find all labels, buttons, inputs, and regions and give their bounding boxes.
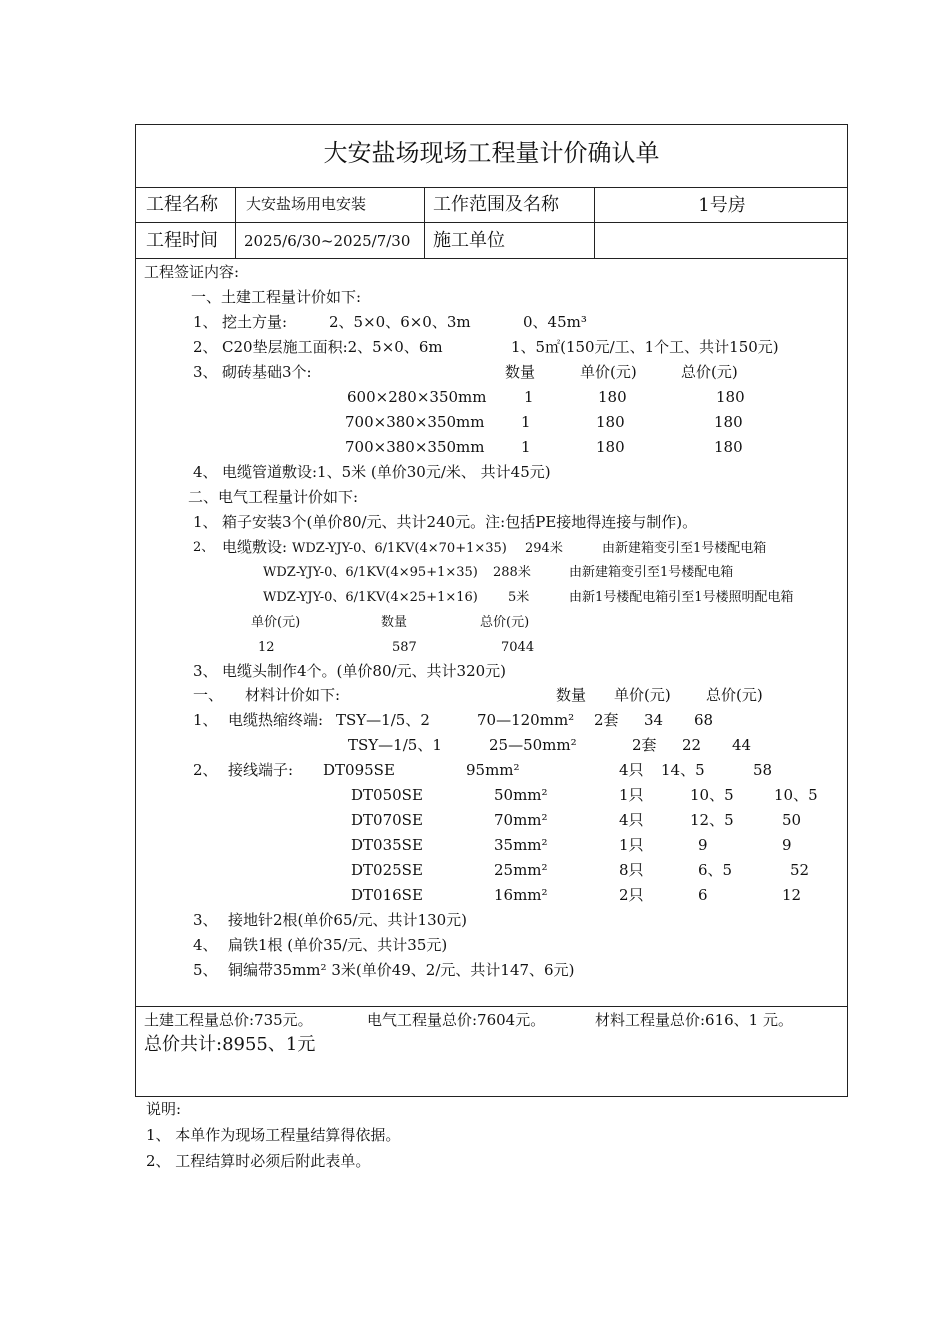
civil-total: 土建工程量总价:735元。 xyxy=(144,1011,313,1029)
materials-item3-text: 接地针2根(单价65/元、共计130元) xyxy=(228,911,468,929)
brick-spec: 700×380×350mm xyxy=(345,438,485,456)
column-header: 数量 xyxy=(505,363,536,381)
materials-total: 材料工程量总价:616、1 元。 xyxy=(595,1011,793,1029)
lug-total: 58 xyxy=(753,761,773,779)
brick-total: 180 xyxy=(714,413,743,431)
civil-item-num: 4、 xyxy=(193,463,218,481)
lug-size: 50mm² xyxy=(494,786,548,804)
terminal-size: 70—120mm² xyxy=(477,711,575,729)
project-name-value: 大安盐场用电安装 xyxy=(246,195,367,213)
lug-label: 接线端子: xyxy=(228,761,294,779)
lug-total: 52 xyxy=(790,861,810,879)
column-header: 单价(元) xyxy=(251,615,301,630)
terminal-total: 68 xyxy=(694,711,714,729)
brick-total: 180 xyxy=(714,438,743,456)
lug-total: 12 xyxy=(782,886,802,904)
lug-model: DT025SE xyxy=(351,861,423,879)
materials-item-num: 1、 xyxy=(193,711,218,729)
contractor-label: 施工单位 xyxy=(433,230,505,251)
materials-heading-num: 一、 xyxy=(193,686,224,704)
brick-qty: 1 xyxy=(521,438,531,456)
materials-item5-text: 铜编带35mm² 3米(单价49、2/元、共计147、6元) xyxy=(228,961,575,979)
materials-heading: 材料计价如下: xyxy=(245,686,341,704)
terminal-qty: 2套 xyxy=(632,736,657,754)
col-divider xyxy=(424,187,425,258)
scope-label: 工作范围及名称 xyxy=(433,194,559,215)
lug-qty: 1只 xyxy=(619,786,644,804)
lug-price: 6、5 xyxy=(698,861,733,879)
column-header: 总价(元) xyxy=(706,686,763,704)
cable-route: 由新建箱变引至1号楼配电箱 xyxy=(602,541,767,556)
cable-spec: WDZ-YJY-0、6/1KV(4×25+1×16) xyxy=(263,590,478,605)
materials-item-num: 3、 xyxy=(193,911,218,929)
civil-item-num: 3、 xyxy=(193,363,218,381)
civil-heading: 一、土建工程量计价如下: xyxy=(191,288,362,306)
cable-laying-label: 电缆敷设: xyxy=(222,538,288,556)
scope-value: 1号房 xyxy=(698,195,746,216)
lug-price: 10、5 xyxy=(690,786,734,804)
cable-unit-price: 12 xyxy=(258,640,275,655)
page-title: 大安盐场现场工程量计价确认单 xyxy=(323,139,660,167)
civil-item3-label: 砌砖基础3个: xyxy=(222,363,312,381)
cable-total: 7044 xyxy=(501,640,535,655)
lug-size: 25mm² xyxy=(494,861,548,879)
lug-price: 12、5 xyxy=(690,811,734,829)
civil-item1-label: 挖土方量: xyxy=(222,313,288,331)
lug-qty: 8只 xyxy=(619,861,644,879)
civil-item2-text: C20垫层施工面积:2、5×0、6m xyxy=(222,338,443,356)
project-time-label: 工程时间 xyxy=(146,230,218,251)
lug-model: DT016SE xyxy=(351,886,423,904)
civil-item-num: 2、 xyxy=(193,338,218,356)
terminal-price: 22 xyxy=(682,736,702,754)
civil-item1-calc: 2、5×0、6×0、3m xyxy=(329,313,471,331)
cable-length: 5米 xyxy=(508,590,530,605)
terminal-model: TSY—1/5、1 xyxy=(348,736,442,754)
col-divider xyxy=(235,187,236,258)
project-time-value: 2025/6/30~2025/7/30 xyxy=(244,232,411,250)
electrical-heading: 二、电气工程量计价如下: xyxy=(188,488,359,506)
brick-price: 180 xyxy=(596,413,625,431)
lug-model: DT070SE xyxy=(351,811,423,829)
terminal-label: 电缆热缩终端: xyxy=(228,711,324,729)
lug-price: 6 xyxy=(698,886,708,904)
civil-item2-result: 1、5㎡(150元/工、1个工、共计150元) xyxy=(511,338,779,356)
lug-size: 35mm² xyxy=(494,836,548,854)
notes-line: 2、 工程结算时必须后附此表单。 xyxy=(146,1152,371,1170)
row-divider xyxy=(136,187,847,188)
brick-price: 180 xyxy=(596,438,625,456)
lug-total: 9 xyxy=(782,836,792,854)
brick-total: 180 xyxy=(716,388,745,406)
lug-size: 16mm² xyxy=(494,886,548,904)
cable-route: 由新1号楼配电箱引至1号楼照明配电箱 xyxy=(569,590,794,605)
civil-item1-result: 0、45m³ xyxy=(523,313,587,331)
lug-total: 10、5 xyxy=(774,786,818,804)
electrical-item-num: 3、 xyxy=(193,662,218,680)
content-heading: 工程签证内容: xyxy=(144,263,240,281)
notes-heading: 说明: xyxy=(146,1100,182,1118)
row-divider xyxy=(136,222,847,223)
lug-qty: 2只 xyxy=(619,886,644,904)
lug-qty: 4只 xyxy=(619,811,644,829)
lug-model: DT095SE xyxy=(323,761,395,779)
brick-qty: 1 xyxy=(524,388,534,406)
brick-spec: 600×280×350mm xyxy=(347,388,487,406)
cable-quantity: 587 xyxy=(392,640,417,655)
column-header: 总价(元) xyxy=(480,615,530,630)
electrical-item1-text: 箱子安装3个(单价80/元、共计240元。注:包括PE接地得连接与制作)。 xyxy=(222,513,698,531)
lug-model: DT035SE xyxy=(351,836,423,854)
lug-qty: 1只 xyxy=(619,836,644,854)
terminal-model: TSY—1/5、2 xyxy=(336,711,430,729)
electrical-item3-text: 电缆头制作4个。(单价80/元、共计320元) xyxy=(222,662,507,680)
civil-item-num: 1、 xyxy=(193,313,218,331)
terminal-size: 25—50mm² xyxy=(489,736,577,754)
lug-size: 95mm² xyxy=(466,761,520,779)
notes-line: 1、 本单作为现场工程量结算得依据。 xyxy=(146,1126,401,1144)
brick-price: 180 xyxy=(598,388,627,406)
lug-size: 70mm² xyxy=(494,811,548,829)
cable-length: 294米 xyxy=(525,541,563,556)
lug-qty: 4只 xyxy=(619,761,644,779)
materials-item4-text: 扁铁1根 (单价35/元、共计35元) xyxy=(228,936,448,954)
civil-item4-text: 电缆管道敷设:1、5米 (单价30元/米、 共计45元) xyxy=(222,463,551,481)
row-divider xyxy=(136,258,847,259)
cable-length: 288米 xyxy=(493,565,531,580)
electrical-total: 电气工程量总价:7604元。 xyxy=(367,1011,546,1029)
column-header: 数量 xyxy=(556,686,587,704)
column-header: 总价(元) xyxy=(681,363,738,381)
electrical-item-num: 1、 xyxy=(193,513,218,531)
brick-spec: 700×380×350mm xyxy=(345,413,485,431)
column-header: 单价(元) xyxy=(580,363,637,381)
lug-total: 50 xyxy=(782,811,802,829)
grand-total: 总价共计:8955、1元 xyxy=(144,1034,316,1055)
column-header: 数量 xyxy=(381,615,408,630)
electrical-item-num: 2、 xyxy=(193,540,215,555)
cable-spec: WDZ-YJY-0、6/1KV(4×70+1×35) xyxy=(292,541,507,556)
column-header: 单价(元) xyxy=(614,686,671,704)
materials-item-num: 2、 xyxy=(193,761,218,779)
terminal-total: 44 xyxy=(732,736,752,754)
terminal-price: 34 xyxy=(644,711,664,729)
cable-route: 由新建箱变引至1号楼配电箱 xyxy=(569,565,734,580)
confirmation-form xyxy=(135,124,848,1097)
lug-model: DT050SE xyxy=(351,786,423,804)
materials-item-num: 5、 xyxy=(193,961,218,979)
lug-price: 9 xyxy=(698,836,708,854)
project-name-label: 工程名称 xyxy=(146,194,218,215)
materials-item-num: 4、 xyxy=(193,936,218,954)
row-divider xyxy=(136,1006,847,1007)
cable-spec: WDZ-YJY-0、6/1KV(4×95+1×35) xyxy=(263,565,478,580)
brick-qty: 1 xyxy=(521,413,531,431)
terminal-qty: 2套 xyxy=(594,711,619,729)
lug-price: 14、5 xyxy=(661,761,705,779)
